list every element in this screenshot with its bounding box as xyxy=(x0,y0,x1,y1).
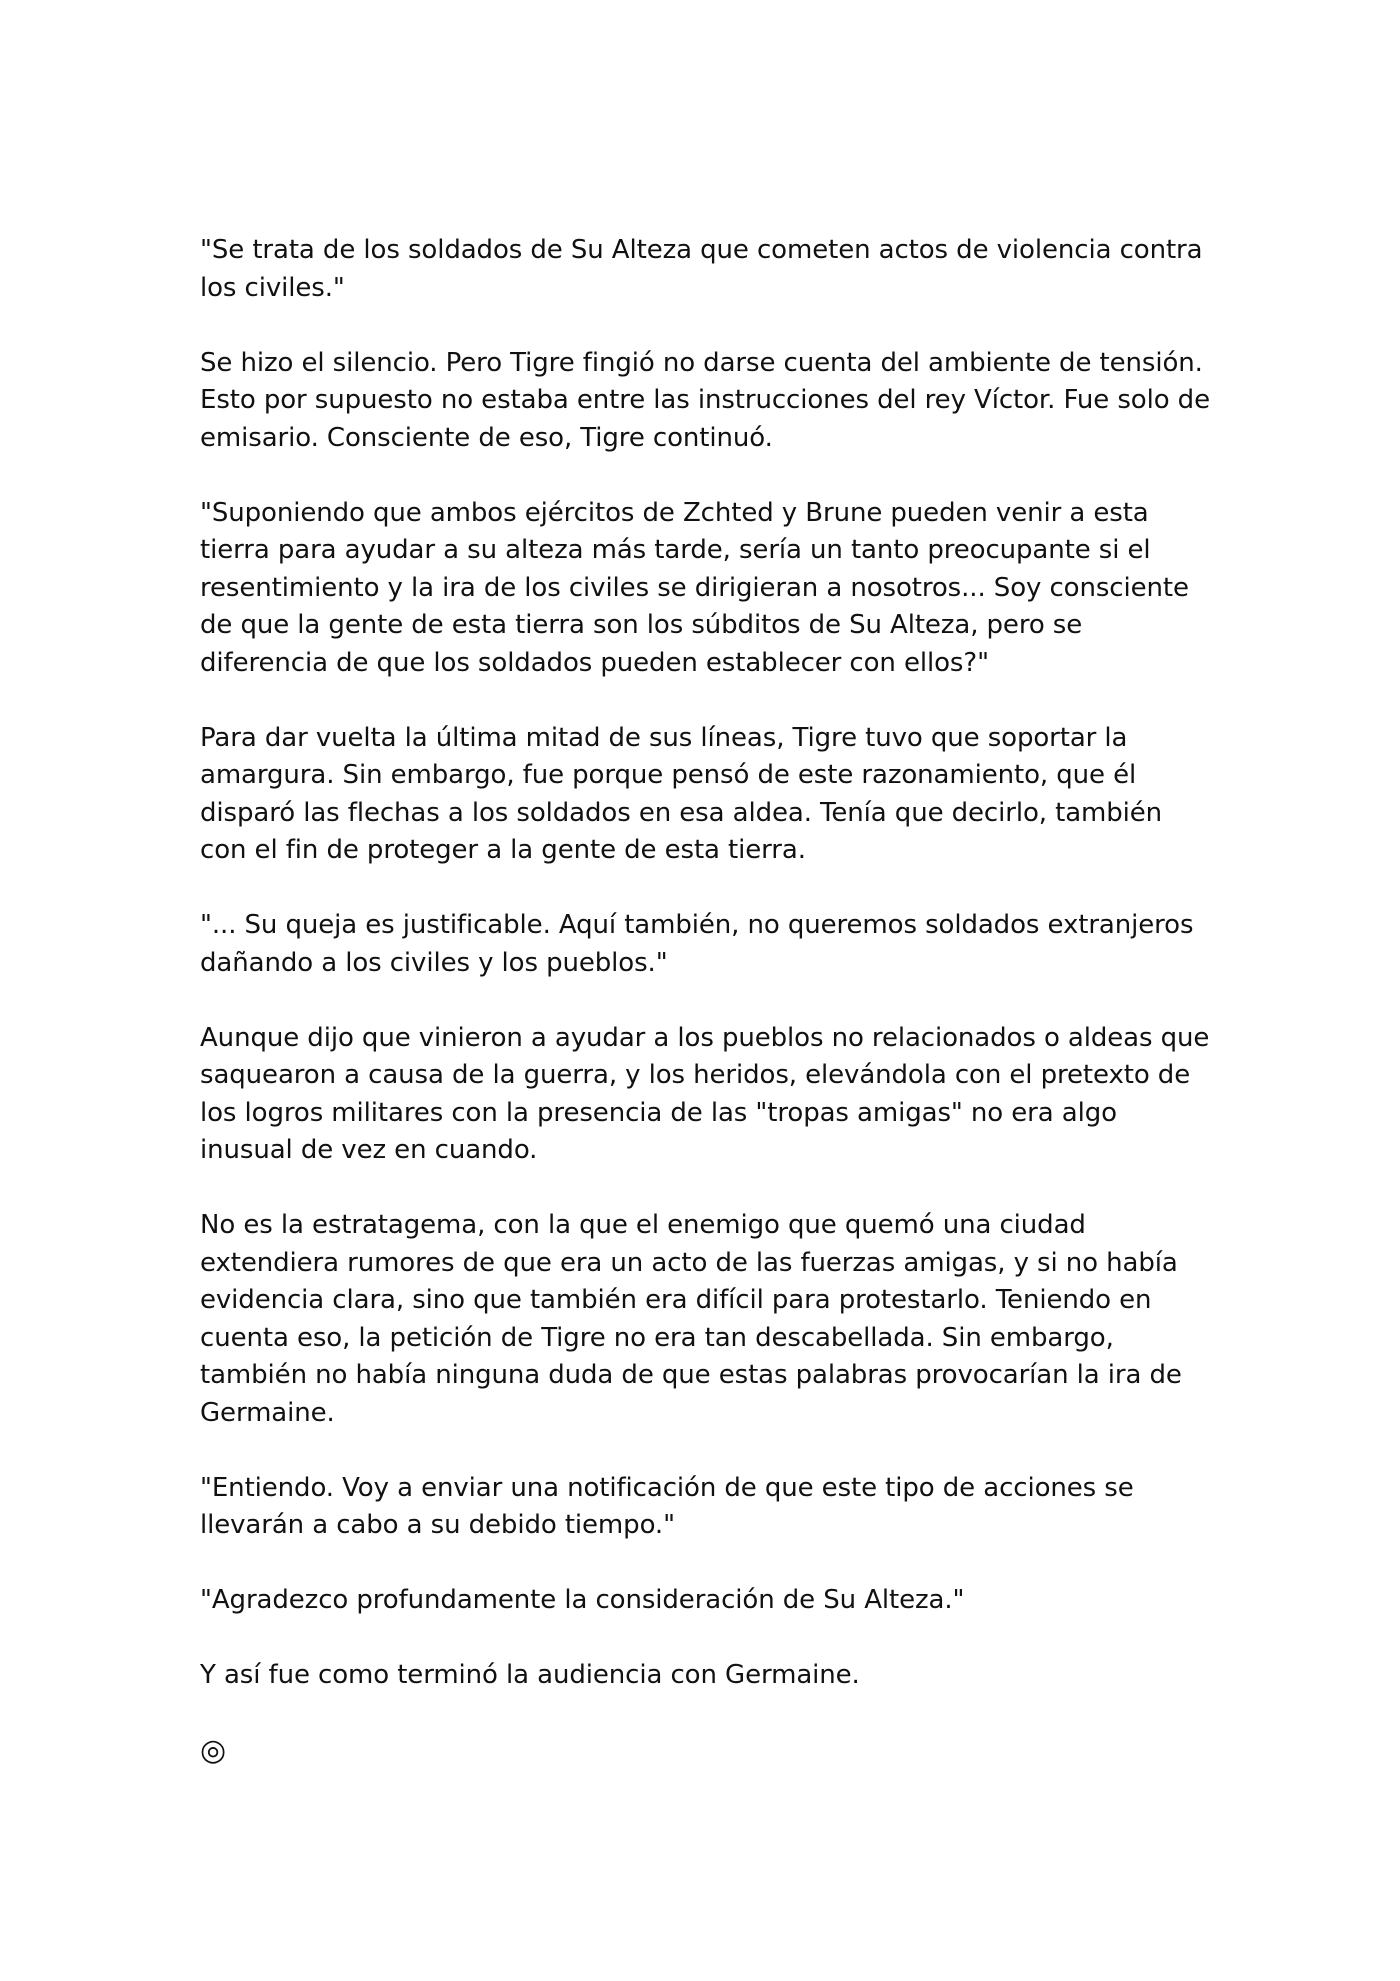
paragraph: Aunque dijo que vinieron a ayudar a los pueblos no relacionados o aldeas que saquearon a causa de la guerra, y los heridos, elevándola con el pretexto de los logros militares con la presencia de las "tropas amigas" no era algo inusual de vez en cuando. xyxy=(200,1022,1210,1165)
paragraph: No es la estratagema, con la que el enemigo que quemó una ciudad extendiera rumores de que era un acto de las fuerzas amigas, y si no había evidencia clara, sino que también era difícil para protestarlo. Teniendo en cuenta eso, la petición de Tigre no era tan descabellada. Sin embargo, también no había ninguna duda de que estas palabras provocarían la ira de Germaine. xyxy=(200,1210,1182,1428)
paragraph: "... Su queja es justificable. Aquí también, no queremos soldados extranjeros dañando a los civiles y los pueblos." xyxy=(200,910,1194,978)
paragraph: Se hizo el silencio. Pero Tigre fingió no darse cuenta del ambiente de tensión. Esto por supuesto no estaba entre las instrucciones del rey Víctor. Fue solo de emisario. Consciente de eso, Tigre continuó. xyxy=(200,347,1210,453)
paragraph: "Se trata de los soldados de Su Alteza que cometen actos de violencia contra los civiles." xyxy=(200,235,1203,303)
paragraph: "Entiendo. Voy a enviar una notificación de que este tipo de acciones se llevarán a cabo a su debido tiempo." xyxy=(200,1472,1134,1540)
paragraph: "Agradezco profundamente la consideración de Su Alteza." xyxy=(200,1585,965,1615)
paragraph: Y así fue como terminó la audiencia con Germaine. xyxy=(200,1660,860,1690)
section-break-ornament-icon: ◎ xyxy=(200,1733,227,1768)
paragraph: Para dar vuelta la última mitad de sus líneas, Tigre tuvo que soportar la amargura. Sin embargo, fue porque pensó de este razonamiento, que él disparó las flechas a los soldados en esa aldea. Tenía que decirlo, también con el fin de proteger a la gente de esta tierra. xyxy=(200,722,1163,865)
paragraph: "Suponiendo que ambos ejércitos de Zchted y Brune pueden venir a esta tierra para ayudar a su alteza más tarde, sería un tanto preocupante si el resentimiento y la ira de los civiles se dirigieran a nosotros... Soy consciente de que la gente de esta tierra son los súbditos de Su Alteza, pero se diferencia de que los soldados pueden establecer con ellos?" xyxy=(200,497,1189,678)
document-page xyxy=(200,232,1210,1770)
